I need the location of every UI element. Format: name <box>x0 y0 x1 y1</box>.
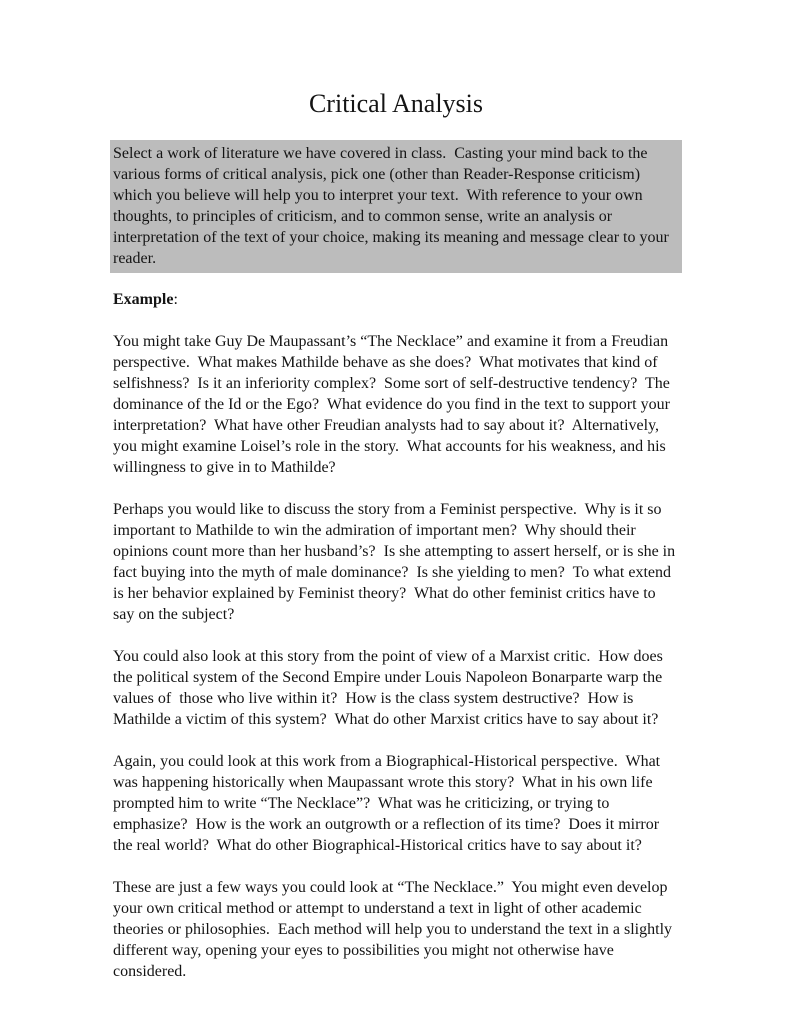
document-content <box>113 88 679 982</box>
paragraph-marxist: You could also look at this story from the point of view of a Marxist critic. How does the political system of the Second Empire under Louis Napoleon Bonarparte warp the values of those who live within it? How is the class system destructive? How is Mathilde a victim of this system? What do other Marxist critics have to say about it? <box>113 648 667 728</box>
paragraph-biographical-historical: Again, you could look at this work from a Biographical-Historical perspective. What was happening historically when Maupassant wrote this story? What in his own life prompted him to write “The Necklace”? What was he criticizing, or trying to emphasize? How is the work an outgrowth or a reflection of its time? Does it mirror the real world? What do other Biographical-Historical critics have to say about it? <box>113 753 665 854</box>
paragraph-feminist: Perhaps you would like to discuss the story from a Feminist perspective. Why is it so important to Mathilde to win the admiration of important men? Why should their opinions count more than her husband’s? Is she attempting to assert herself, or is she in fact buying into the myth of male dominance? Is she yielding to men? To what extend is her behavior explained by Feminist theory? What do other feminist critics have to say on the subject? <box>113 501 680 623</box>
paragraph-freudian: You might take Guy De Maupassant’s “The Necklace” and examine it from a Freudian perspective. What makes Mathilde behave as she does? What motivates that kind of selfishness? Is it an inferiority complex? Some sort of self-destructive tendency? The dominance of the Id or the Ego? What evidence do you find in the text to support your interpretation? What have other Freudian analysts had to say about it? Alternatively, you might examine Loisel’s role in the story. What accounts for his weakness, and his willingness to give in to Mathilde? <box>113 333 674 476</box>
example-colon: : <box>173 291 178 308</box>
page-title: Critical Analysis <box>308 89 484 118</box>
paragraph-conclusion: These are just a few ways you could look at “The Necklace.” You might even develop your own critical method or attempt to understand a text in light of other academic theories or philosophies. Each method will help you to understand the text in a slightly different way, opening your eyes to possibilities you might not otherwise have considered. <box>113 879 677 980</box>
example-label: Example <box>113 291 174 308</box>
assignment-highlight-paragraph: Select a work of literature we have covered in class. Casting your mind back to the various forms of critical analysis, pick one (other than Reader-Response criticism) which you believe will help you to interpret your text. With reference to your own thoughts, to principles of criticism, and to common sense, write an analysis or interpretation of the text of your choice, making its meaning and message clear to your reader. <box>110 140 682 273</box>
example-heading <box>113 289 679 310</box>
